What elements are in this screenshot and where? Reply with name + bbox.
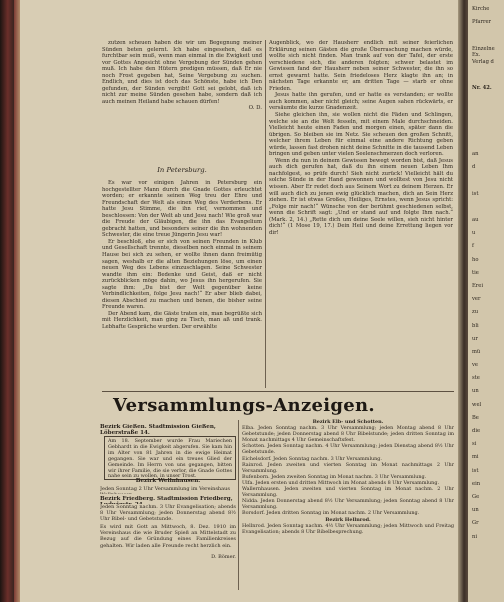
district-text: Es wird mit Gott an Mittwoch, 8. Dez. 1910 im Vereinshaus die wie Bruder Spieß an Mittelstadt zu Bezug auf die Gründung eines Familienkreises gehalten. Wir laden alle Freunde recht herzlich ein. (100, 524, 236, 549)
district-giessen (100, 424, 236, 436)
district-heading: Bezirk Hellnrod. (325, 516, 371, 523)
paragraph: Jesus hatte ihn gerufen, und er hatte es verstanden; er wollte auch kommen, aber nicht gleich; seine Augen sahen rückwärts, er versäumte die kurze Gnadenzeit. (269, 92, 453, 112)
paragraph: Der Abend kam, die Gäste traten ein, man begrüßte sich mit Herzlichkeit, man ging zu Tisch, man aß und trank. Lebhafte Gespräche wurden. Der erwählte (102, 310, 262, 331)
next-page-line: Erei (472, 282, 483, 289)
article-body (102, 180, 262, 392)
next-page-line (472, 72, 504, 85)
next-page-line (472, 125, 504, 138)
next-page-line: ni (472, 533, 478, 540)
next-page-line (472, 112, 504, 125)
next-page-line: un (472, 388, 479, 395)
obituary-box: Am 18. September wurde Frau Mariechen Gebhardt in die Ewigkeit abgerufen. Sie kam hin im Alter von 81 Jahren in die ewige Heimat gegangen. Sie war und ein treues Glied der Gemeinde. Im Herrn von uns gegangen, bitten wir ihrer Familie, die sie verlor, die Gnade Gottes nahe sein zu wollen, in unser Trost. (104, 436, 236, 480)
notice: Borsdorf. Jeden dritten Sonntag im Monat nachm. 2 Uhr Versammlung. (242, 510, 420, 517)
paragraph: Siehe gleichen ihn, sie wollen nicht die Fäden und Schlingen, welche sie an die Welt fesseln, mit einem Male durchschneiden. Vielleicht heute einen Faden und morgen einen, später dann die übrigen. So bleiben sie im Netz. Sie scheuen den großen Schnitt, welcher ihrem Leben für einmal eine andere Richtung geben würde, lassen fast drohen nicht deine Schnitte in die tausend Leben bringen und geben unter vielen Seelenschmerzen doch verloren. (269, 112, 453, 158)
next-page-line: si (472, 441, 477, 448)
next-page-line: mü (472, 348, 481, 355)
notice: Ulfa. Jeden ersten und dritten Mittwoch im Monat abends 8 Uhr Versammlung. (242, 479, 440, 486)
paragraph: Er beschloß, ehe er sich von seinen Freunden in Klub und Gesellschaft trennte, dieselben noch einmal in seinem Hause bei sich zu sehen, er wollte ihnen dann freimütig sagen, weshalb er die alten Beziehungen löse, um einen neuen Weg des Lebens einzuschlagen. Seine Schwester wandte ihm ein: Bedenke und Geist, daß er nicht zurückblicken möge dahin, wo Jesus ihn hergerufen. Sie sagte ihm: „Du bist der Welt gegenüber keine Verbindlichkeiten, folge Jesu nach!“ Er aber blieb dabei, diesen Abschied zu machen und benen, die bisher seine Freunde waren. (102, 238, 262, 311)
next-page-line: Pfarrer (472, 19, 492, 26)
next-page-line: die (472, 428, 481, 434)
signature: O. D. (248, 105, 262, 112)
column-divider (238, 420, 239, 590)
next-page-line (472, 32, 504, 45)
paragraph: zutzen scheuen haben die wir um Begegnung meiner Sünden beten gelernt. Ich habe eingesehen, daß es furchtbar sein muß, wenn man einmal in die Ewigkeit und vor Gottes Angesicht ohne Vergebung der Sünden gehen muß. Ich habe den Hütern predigen müssen, daß Er nie noch Frost gegeben hat, Seine Vergebung zu suchen. Endlich, und dies ist doch das Schönste, habe ich Den gefunden, der Sünden vergibt! Gott sei gelobt, daß ich nicht zur meine Sünden gesehen habe, sondern daß ich auch meinen Heiland habe schauen dürfen! (102, 40, 262, 105)
right-announcements (242, 419, 454, 591)
next-page-line: ist (472, 190, 479, 197)
next-page-line: an (472, 151, 479, 158)
article-title: In Petersburg. (157, 166, 207, 174)
next-page-line: f (472, 243, 474, 250)
paragraph: Es war vor einigen Jahren in Petersburg ein hochgestellter Mann durch die Gnade Gottes erleuchtet worden; er erkannte seinen Weg treu der Ehre und Freundschaft der Welt als einen Weg des Verderbens. Er hatte Jesu Stimme, die ihn rief, vernommen und beschlossen: Von der Welt ab und Jesu nach! Wie groß war die Freude der Gläubigen, die ihn das Evangelium gebracht hatten, und besonders seiner die ihn wohnenden Schwester, die eine treue Jüngerin Jesu war! (102, 180, 262, 239)
next-page-line: u (472, 230, 476, 237)
next-page-fragment (468, 0, 504, 602)
notice: Hellnrod. Jeden Sonntag nachm. 4½ Uhr Versammlung; jeden Mittwoch und Freitag Evangelisation; abends 8 Uhr Bibelbesprechung. (242, 522, 454, 535)
next-page-line: ver (472, 296, 481, 303)
notice: Elba. Jeden Sonntag nachm. 3 Uhr Versammlung; jeden Montag abend 8 Uhr Gebetstunde; jeden Donnerstag abend 8 Uhr Bibelstunde; jeden dritten Sonntag im Monat nachmittags 4 Uhr Gemeinschaftsfest. (242, 425, 454, 444)
next-page-line: ve (472, 362, 479, 369)
next-page-line: Ge (472, 493, 480, 500)
next-page-line: ist (472, 467, 479, 474)
book-gutter (458, 0, 468, 602)
next-page-line: au (472, 217, 479, 223)
paragraph: Wenn du nun in deinem Gewissen bewegt worden bist, daß Jesus auch dich gerufen hat, daß du ihn einem neuen Leben Ihm nachfolgest, so prüfe durch! Sieh nicht zurück! Vielleicht hält du solche Sünde in der Hand gewonnen und wolltest von Jesu nicht wissen. Aber Er redet doch aus Seinem Wort zu deinem Herzen. Er will auch dich zu jenen ewig glücklich machen, dich an Sein Herz ziehen. Er ist etwas Großes, Heiliges, Ernstes, wenn Jesus spricht: „Folge mir nach!“ Wünsche von der berühmt geschiedenen selbst, wenn die Schrift sagt: „Und er stand auf und folgte Ihm nach.“ (Mark. 2, 14.) „Rette dich um deine Seele willen, sieh nicht hinter dich!“ (1 Mose 19, 17.) Dein Heil und deine Errettung liegen vor dir! (269, 157, 453, 236)
next-page-line: Be (472, 414, 479, 421)
next-page-line: ein (472, 480, 481, 487)
notice: Rainrod. Jeden zweiten und vierten Sonntag im Monat nachmittags 2 Uhr Versammlung. (242, 461, 454, 474)
next-page-line: bli (472, 322, 479, 329)
next-page-line: d (472, 164, 476, 171)
district-wellnhausen (100, 478, 236, 486)
next-page-line (472, 98, 504, 111)
next-page-line (472, 138, 504, 151)
next-page-line: ur (472, 335, 478, 342)
notice: Nidda. Jeden Donnerstag abend 8½ Uhr Versammlung; jeden Sonntag abend 8 Uhr Versammlung. (242, 498, 454, 511)
next-page-line: wel (472, 401, 482, 408)
next-page-line: ste (472, 375, 480, 382)
district-heading: Bezirk Elb- und Schotten. (312, 419, 384, 425)
right-column (269, 40, 453, 390)
district-text: Jeden Sonntag 2 Uhr Versammlung im Vereinshaus (100, 486, 230, 492)
next-page-line: Gr (472, 520, 479, 527)
district-heading: Bezirk Friedberg. Stadtmission Friedberg, (100, 496, 233, 502)
district-friedberg (100, 496, 236, 504)
next-page-text (468, 0, 504, 547)
next-page-line (472, 177, 504, 190)
issue-number: Nr. 42. (472, 85, 492, 92)
next-page-line: un (472, 507, 479, 514)
next-page-line: ho (472, 256, 479, 263)
next-page-line: zu (472, 309, 479, 316)
announcements-banner: Versammlungs-Anzeigen. (113, 395, 375, 416)
section-rule (102, 391, 454, 392)
next-page-line: Kirche (472, 6, 490, 12)
notice: Schotten. Jeden Sonntag nachm. 4 Uhr Versammlung; jeden Dienstag abend 8½ Uhr Gebetstunde. (242, 443, 454, 456)
next-page-line: Einzelne Ex. (472, 45, 495, 59)
notice: Eichelsdorf. Jeden Sonntag nachm. 3 Uhr Versammlung. (242, 455, 382, 462)
district-signature: D. Bömer. (211, 554, 236, 560)
notice: Bufenborn. Jeden zweiten Sonntag im Monat nachm. 3 Uhr Versammlung. (242, 473, 427, 480)
district-text: Jeden Sonntag nachm. 3 Uhr Evangelisation; abends 8 Uhr Versammlung; jeden Donnerstag abend 8½ Uhr Bibel- und Gebetstunde. (100, 504, 236, 523)
next-page-line: Verlag d (472, 58, 494, 65)
article-heading-block (102, 164, 262, 180)
next-page-line (472, 204, 504, 217)
paragraph: Augenblick, wo der Hausherr endlich mit seiner feierlichen Erklärung seinen Gästen die große Überraschung machen würde, wollte sich nicht finden. Man trank auf von der Tafel, der erste verschiedene sich, die anderen folgten; schwer belastet im Gewissen fand der Hausherr neben seiner Schwester, die ihn so ernst gewarnt hatte. Sein friedeloses Herz klagte ihn an; in nächsten Tage erkannte er, am dritten Tage — starb er ohne Frieden. (269, 40, 453, 92)
district-heading: Bezirk Gießen. Stadtmission Gießen, Löberstraße 14. (100, 424, 216, 436)
notice: Wallernhausen. Jeden zweiten und vierten Sonntag im Monat nachm. 2 Uhr Versammlung. (242, 486, 454, 499)
next-page-line: tie (472, 269, 479, 276)
book-binding (0, 0, 14, 602)
left-column-top (102, 40, 262, 160)
next-page-line: mi (472, 454, 479, 461)
district-heading: Bezirk Wellnhausen. (135, 478, 201, 484)
column-divider (265, 40, 266, 388)
